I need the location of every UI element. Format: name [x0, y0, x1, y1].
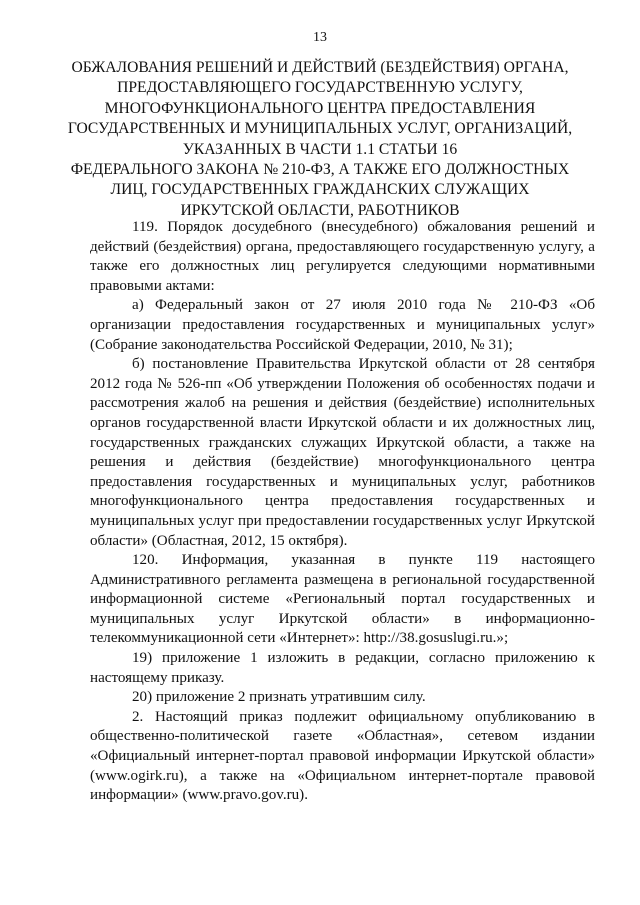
page-number: 13 [313, 30, 327, 45]
heading-line: ИРКУТСКОЙ ОБЛАСТИ, РАБОТНИКОВ [180, 201, 460, 219]
paragraph-19: 19) приложение 1 изложить в редакции, согласно приложению к настоящему приказу. [90, 650, 595, 686]
heading-line: УКАЗАННЫХ В ЧАСТИ 1.1 СТАТЬИ 16 [182, 140, 458, 158]
paragraph-119: 119. Порядок досудебного (внесудебного) обжалования решений и действий (бездействия) органа, предоставляющего государственную услугу, а также его должностных лиц регулируется следующими нормативными правовыми актами: [90, 219, 595, 294]
heading-line: ЛИЦ, ГОСУДАРСТВЕННЫХ ГРАЖДАНСКИХ СЛУЖАЩИХ [110, 181, 530, 199]
heading-line: ОБЖАЛОВАНИЯ РЕШЕНИЙ И ДЕЙСТВИЙ (БЕЗДЕЙСТВИЯ) ОРГАНА, [71, 59, 569, 76]
heading-line: МНОГОФУНКЦИОНАЛЬНОГО ЦЕНТРА ПРЕДОСТАВЛЕНИЯ [104, 99, 536, 117]
paragraph-20: 20) приложение 2 признать утратившим силу. [132, 689, 426, 706]
paragraph-item-b: б) постановление Правительства Иркутской области от 28 сентября 2012 года № 526-пп «Об утверждении Положения об особенностях подачи и рассмотрения жалоб на решения и действия (бездействие) исполнительных органов государственной власти Иркутской области и их должностных лиц, государственных гражданских служащих Иркутской области, а также на решения и действия (бездействие) многофункционального центра предоставления государственных и муниципальных услуг, работников многофункционального центра предоставления государственных и муниципальных услуг при предоставлении государственных услуг Иркутской области» (Областная, 2012, 15 октября). [90, 356, 595, 549]
paragraph-120: 120. Информация, указанная в пункте 119 настоящего Административного регламента размещена в региональной государственной информационной системе «Региональный портал государственных и муниципальных услуг Иркутской области» в информационно-телекоммуникационной сети «Интернет»: http://38.gosuslugi.ru.»; [90, 552, 595, 647]
paragraph-item-a: а) Федеральный закон от 27 июля 2010 года № 210-ФЗ «Об организации предоставления государственных и муниципальных услуг» (Собрание законодательства Российской Федерации, 2010, № 31); [90, 297, 595, 353]
section-heading [60, 58, 580, 221]
heading-line: ФЕДЕРАЛЬНОГО ЗАКОНА № 210-ФЗ, А ТАКЖЕ ЕГО ДОЛЖНОСТНЫХ [70, 161, 570, 179]
heading-line: ГОСУДАРСТВЕННЫХ И МУНИЦИПАЛЬНЫХ УСЛУГ, ОРГАНИЗАЦИЙ, [67, 120, 573, 138]
heading-line: ПРЕДОСТАВЛЯЮЩЕГО ГОСУДАРСТВЕННУЮ УСЛУГУ, [117, 79, 523, 97]
document-body [90, 218, 595, 806]
paragraph-2: 2. Настоящий приказ подлежит официальному опубликованию в общественно-политической газете «Областная», сетевом издании «Официальный интернет-портал правовой информации Иркутской области» (www.ogirk.ru), а также на «Официальном интернет-портале правовой информации» (www.pravo.gov.ru). [90, 708, 595, 804]
